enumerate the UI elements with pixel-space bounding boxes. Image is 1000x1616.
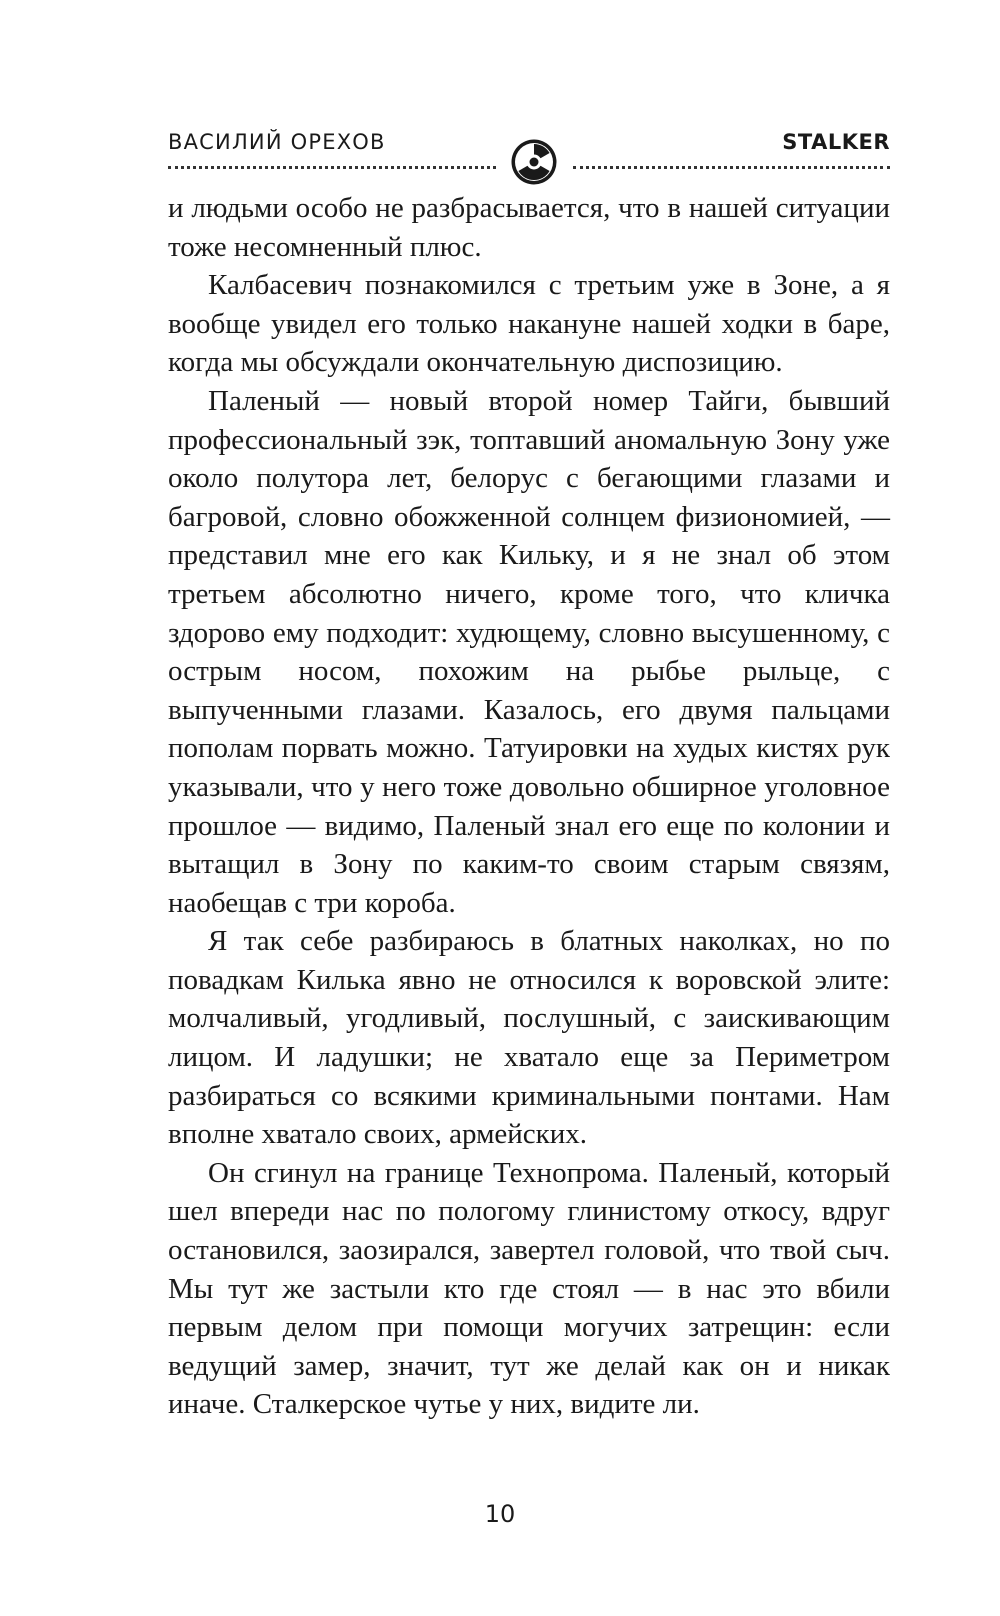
- radiation-icon: [510, 138, 558, 186]
- paragraph: Он сгинул на границе Технопрома. Паленый, который шел впереди нас по пологому глинистому откосу, вдруг остановился, заозирался, завертел головой, что твой сыч. Мы тут же застыли кто где стоял — в нас это вбили первым делом при помощи могучих затрещин: если ведущий замер, значит, тут же делай как он и никак иначе. Сталкерское чутье у них, видите ли.: [168, 1156, 890, 1421]
- header-dotted-rule-right: [573, 166, 890, 169]
- author-name: ВАСИЛИЙ ОРЕХОВ: [168, 130, 386, 154]
- paragraph: Я так себе разбираюсь в блатных наколках, но по повадкам Килька явно не относился к воровской элите: молчаливый, угодливый, послушный, с заискивающим лицом. И ладушки; не хватало еще за Периметром разбираться со всякими криминальными понтами. Нам вполне хватало своих, армейских.: [168, 925, 890, 1151]
- header-dotted-rule-left: [168, 166, 496, 169]
- radiation-icon-graphic: [510, 138, 558, 186]
- paragraph-continued: и людьми особо не разбрасывается, что в нашей ситуации тоже несомненный плюс.: [168, 192, 890, 263]
- running-header: [168, 128, 890, 174]
- book-text: [168, 189, 890, 1424]
- page-number: 10: [484, 1500, 516, 1528]
- paragraph: Паленый — новый второй номер Тайги, бывший профессиональный зэк, топтавший аномальную Зону уже около полутора лет, белорус с бегающими глазами и багровой, словно обожженной солнцем физиономией, — представил мне его как Кильку, и я не знал об этом третьем абсолютно ничего, кроме того, что кличка здорово ему подходит: худющему, словно высушенному, с острым носом, похожим на рыбье рыльце, с выпученными глазами. Казалось, его двумя пальцами пополам порвать можно. Татуировки на худых кистях рук указывали, что у него тоже довольно обширное уголовное прошлое — видимо, Паленый знал его еще по колонии и вытащил в Зону по каким-то своим старым связям, наобещав с три короба.: [168, 384, 890, 919]
- paragraph: Калбасевич познакомился с третьим уже в Зоне, а я вообще увидел его только накануне нашей ходки в баре, когда мы обсуждали окончательную диспозицию.: [168, 269, 890, 379]
- series-title: STALKER: [782, 130, 890, 154]
